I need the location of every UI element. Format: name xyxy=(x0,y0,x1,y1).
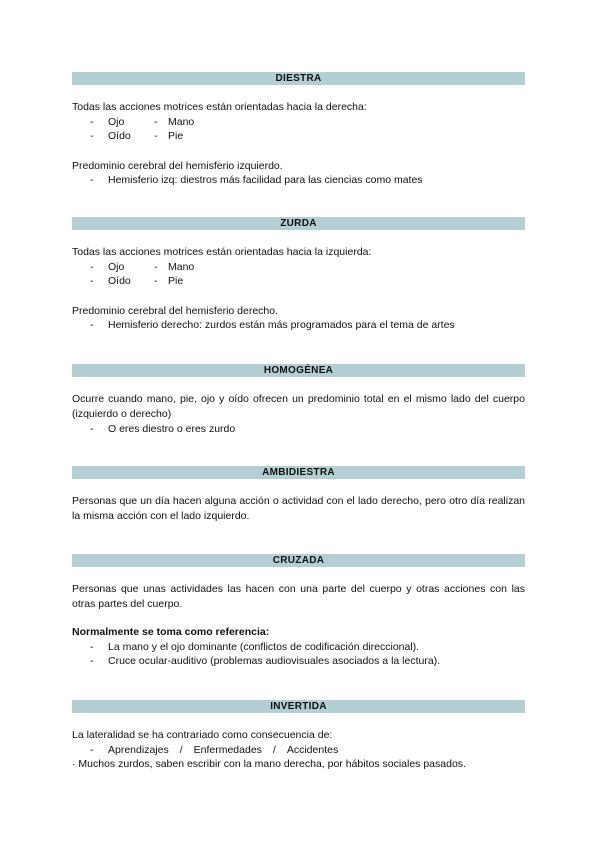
section-homogenea xyxy=(72,364,525,437)
pair-row: - Ojo - Mano xyxy=(90,260,195,273)
section-heading: DIESTRA xyxy=(72,72,525,85)
consequence-list: - Aprendizajes / Enfermedades / Accidentes xyxy=(90,743,339,756)
section-ambidiestra xyxy=(72,466,525,524)
pair-row: - Oído - Pie xyxy=(90,130,184,142)
section-note: · Muchos zurdos, saben escribir con la mano derecha, por hábitos sociales pasados. xyxy=(72,758,466,770)
section-cruzada xyxy=(72,554,525,669)
section-invertida xyxy=(72,700,525,772)
section-paragraph: Predominio cerebral del hemisferio izquierdo. xyxy=(72,159,283,172)
consequence-item: Accidentes xyxy=(286,743,339,756)
section-heading: INVERTIDA xyxy=(72,700,525,713)
bullet-item: - O eres diestro o eres zurdo xyxy=(90,423,236,435)
consequence-item: Aprendizajes xyxy=(108,743,169,756)
section-subheading: Normalmente se toma como referencia: xyxy=(72,626,270,638)
section-heading: AMBIDIESTRA xyxy=(72,466,525,479)
section-paragraph: Personas que unas actividades las hacen con una parte del cuerpo y otras acciones con las otras partes del cuerpo. xyxy=(72,583,525,610)
section-paragraph: Personas que un día hacen alguna acción o actividad con el lado derecho, pero otro día realizan la misma acción con el lado izquierdo. xyxy=(72,495,525,522)
section-intro: La lateralidad se ha contrariado como consecuencia de: xyxy=(72,729,333,741)
section-intro: Todas las acciones motrices están orientadas hacia la izquierda: xyxy=(72,246,372,258)
bullet-item: - Hemisferio derecho: zurdos están más programados para el tema de artes xyxy=(90,319,455,331)
section-paragraph: Predominio cerebral del hemisferio derecho. xyxy=(72,304,279,317)
bullet-item: - Hemisferio izq: diestros más facilidad para las ciencias como mates xyxy=(90,174,423,186)
section-heading: HOMOGÉNEA xyxy=(72,364,525,377)
section-heading: ZURDA xyxy=(72,217,525,230)
consequence-item: Enfermedades xyxy=(193,743,262,756)
section-heading: CRUZADA xyxy=(72,554,525,567)
bullet-item: - Cruce ocular-auditivo (problemas audiovisuales asociados a la lectura). xyxy=(90,655,441,667)
section-paragraph: Ocurre cuando mano, pie, ojo y oído ofrecen un predominio total en el mismo lado del cuerpo (izquierdo o derecho) xyxy=(72,393,525,420)
section-diestra xyxy=(72,72,525,188)
pair-row: - Ojo - Mano xyxy=(90,115,195,128)
pair-row: - Oído - Pie xyxy=(90,275,184,287)
section-zurda xyxy=(72,217,525,333)
section-intro: Todas las acciones motrices están orientadas hacia la derecha: xyxy=(72,101,367,113)
bullet-item: - La mano y el ojo dominante (conflictos de codificación direccional). xyxy=(90,640,420,653)
